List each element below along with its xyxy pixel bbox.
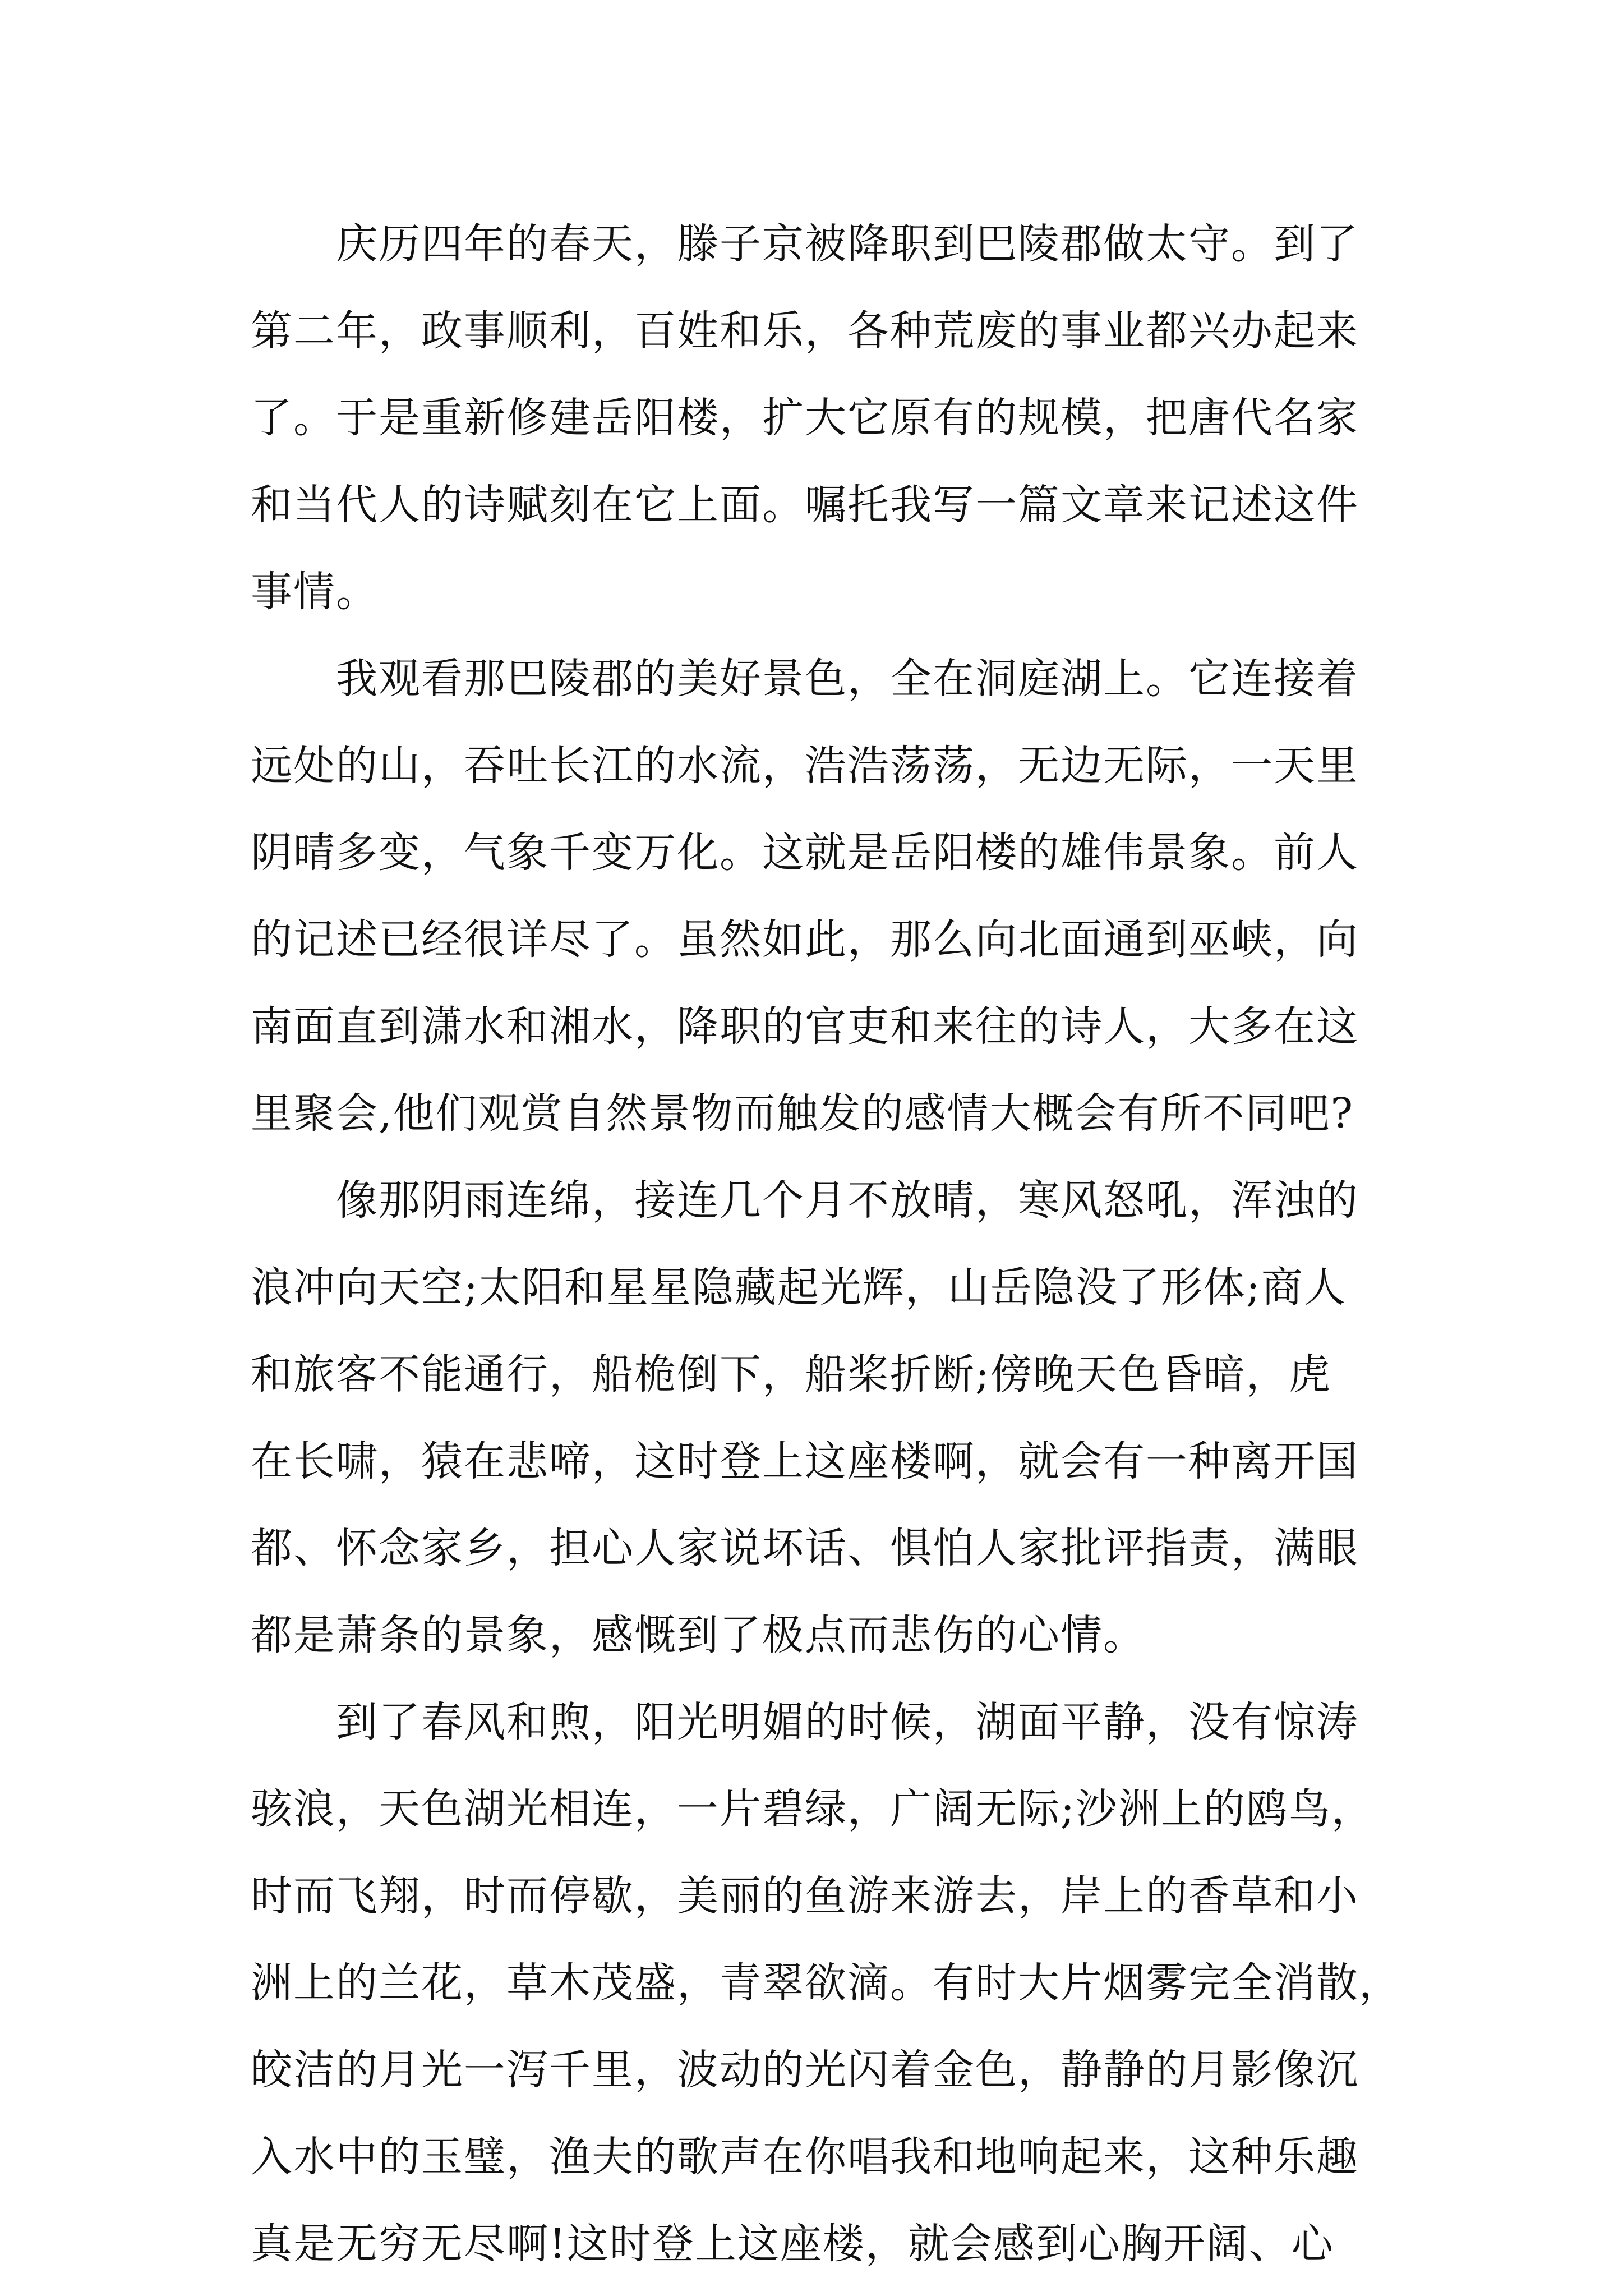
text-line: 浪冲向天空;太阳和星星隐藏起光辉，山岳隐没了形体;商人 — [251, 1263, 1347, 1312]
document-body — [251, 201, 1401, 2288]
text-line: 阴晴多变，气象千变万化。这就是岳阳楼的雄伟景象。前人 — [251, 829, 1359, 877]
paragraph-4 — [251, 1679, 1401, 2288]
text-line: 在长啸，猿在悲啼，这时登上这座楼啊，就会有一种离开国 — [251, 1437, 1359, 1485]
text-line: 都、怀念家乡，担心人家说坏话、惧怕人家批评指责，满眼 — [251, 1524, 1359, 1572]
text-line: 里聚会,他们观赏自然景物而触发的感情大概会有所不同吧? — [251, 1089, 1354, 1138]
text-line: 和当代人的诗赋刻在它上面。嘱托我写一篇文章来记述这件 — [251, 481, 1359, 529]
paragraph-2 — [251, 636, 1378, 1157]
text-line: 事情。 — [251, 568, 379, 616]
text-line: 像那阴雨连绵，接连几个月不放晴，寒风怒吼，浑浊的 — [336, 1176, 1359, 1225]
text-line: 了。于是重新修建岳阳楼，扩大它原有的规模，把唐代名家 — [251, 394, 1359, 442]
text-line: 都是萧条的景象，感慨到了极点而悲伤的心情。 — [251, 1611, 1146, 1659]
text-line: 入水中的玉璧，渔夫的歌声在你唱我和地响起来，这种乐趣 — [251, 2133, 1359, 2181]
text-line: 和旅客不能通行，船桅倒下，船桨折断;傍晚天色昏暗，虎 — [251, 1350, 1331, 1398]
text-line: 洲上的兰花，草木茂盛，青翠欲滴。有时大片烟雾完全消散， — [251, 1959, 1401, 2007]
text-line: 南面直到潇水和湘水，降职的官吏和来往的诗人，大多在这 — [251, 1002, 1359, 1051]
text-line: 真是无穷无尽啊!这时登上这座楼，就会感到心胸开阔、心 — [251, 2220, 1334, 2268]
text-line: 的记述已经很详尽了。虽然如此，那么向北面通到巫峡，向 — [251, 915, 1359, 964]
text-line: 到了春风和煦，阳光明媚的时候，湖面平静，没有惊涛 — [336, 1698, 1359, 1746]
text-line: 时而飞翔，时而停歇，美丽的鱼游来游去，岸上的香草和小 — [251, 1872, 1359, 1920]
paragraph-1 — [251, 201, 1378, 636]
text-line: 庆历四年的春天，滕子京被降职到巴陵郡做太守。到了 — [336, 220, 1359, 268]
text-line: 皎洁的月光一泻千里，波动的光闪着金色，静静的月影像沉 — [251, 2046, 1359, 2094]
text-line: 骇浪，天色湖光相连，一片碧绿，广阔无际;沙洲上的鸥鸟， — [251, 1785, 1374, 1833]
text-line: 我观看那巴陵郡的美好景色，全在洞庭湖上。它连接着 — [336, 655, 1359, 703]
text-line: 第二年，政事顺利，百姓和乐，各种荒废的事业都兴办起来 — [251, 307, 1359, 355]
paragraph-3 — [251, 1157, 1378, 1679]
text-line: 远处的山，吞吐长江的水流，浩浩荡荡，无边无际，一天里 — [251, 742, 1359, 790]
